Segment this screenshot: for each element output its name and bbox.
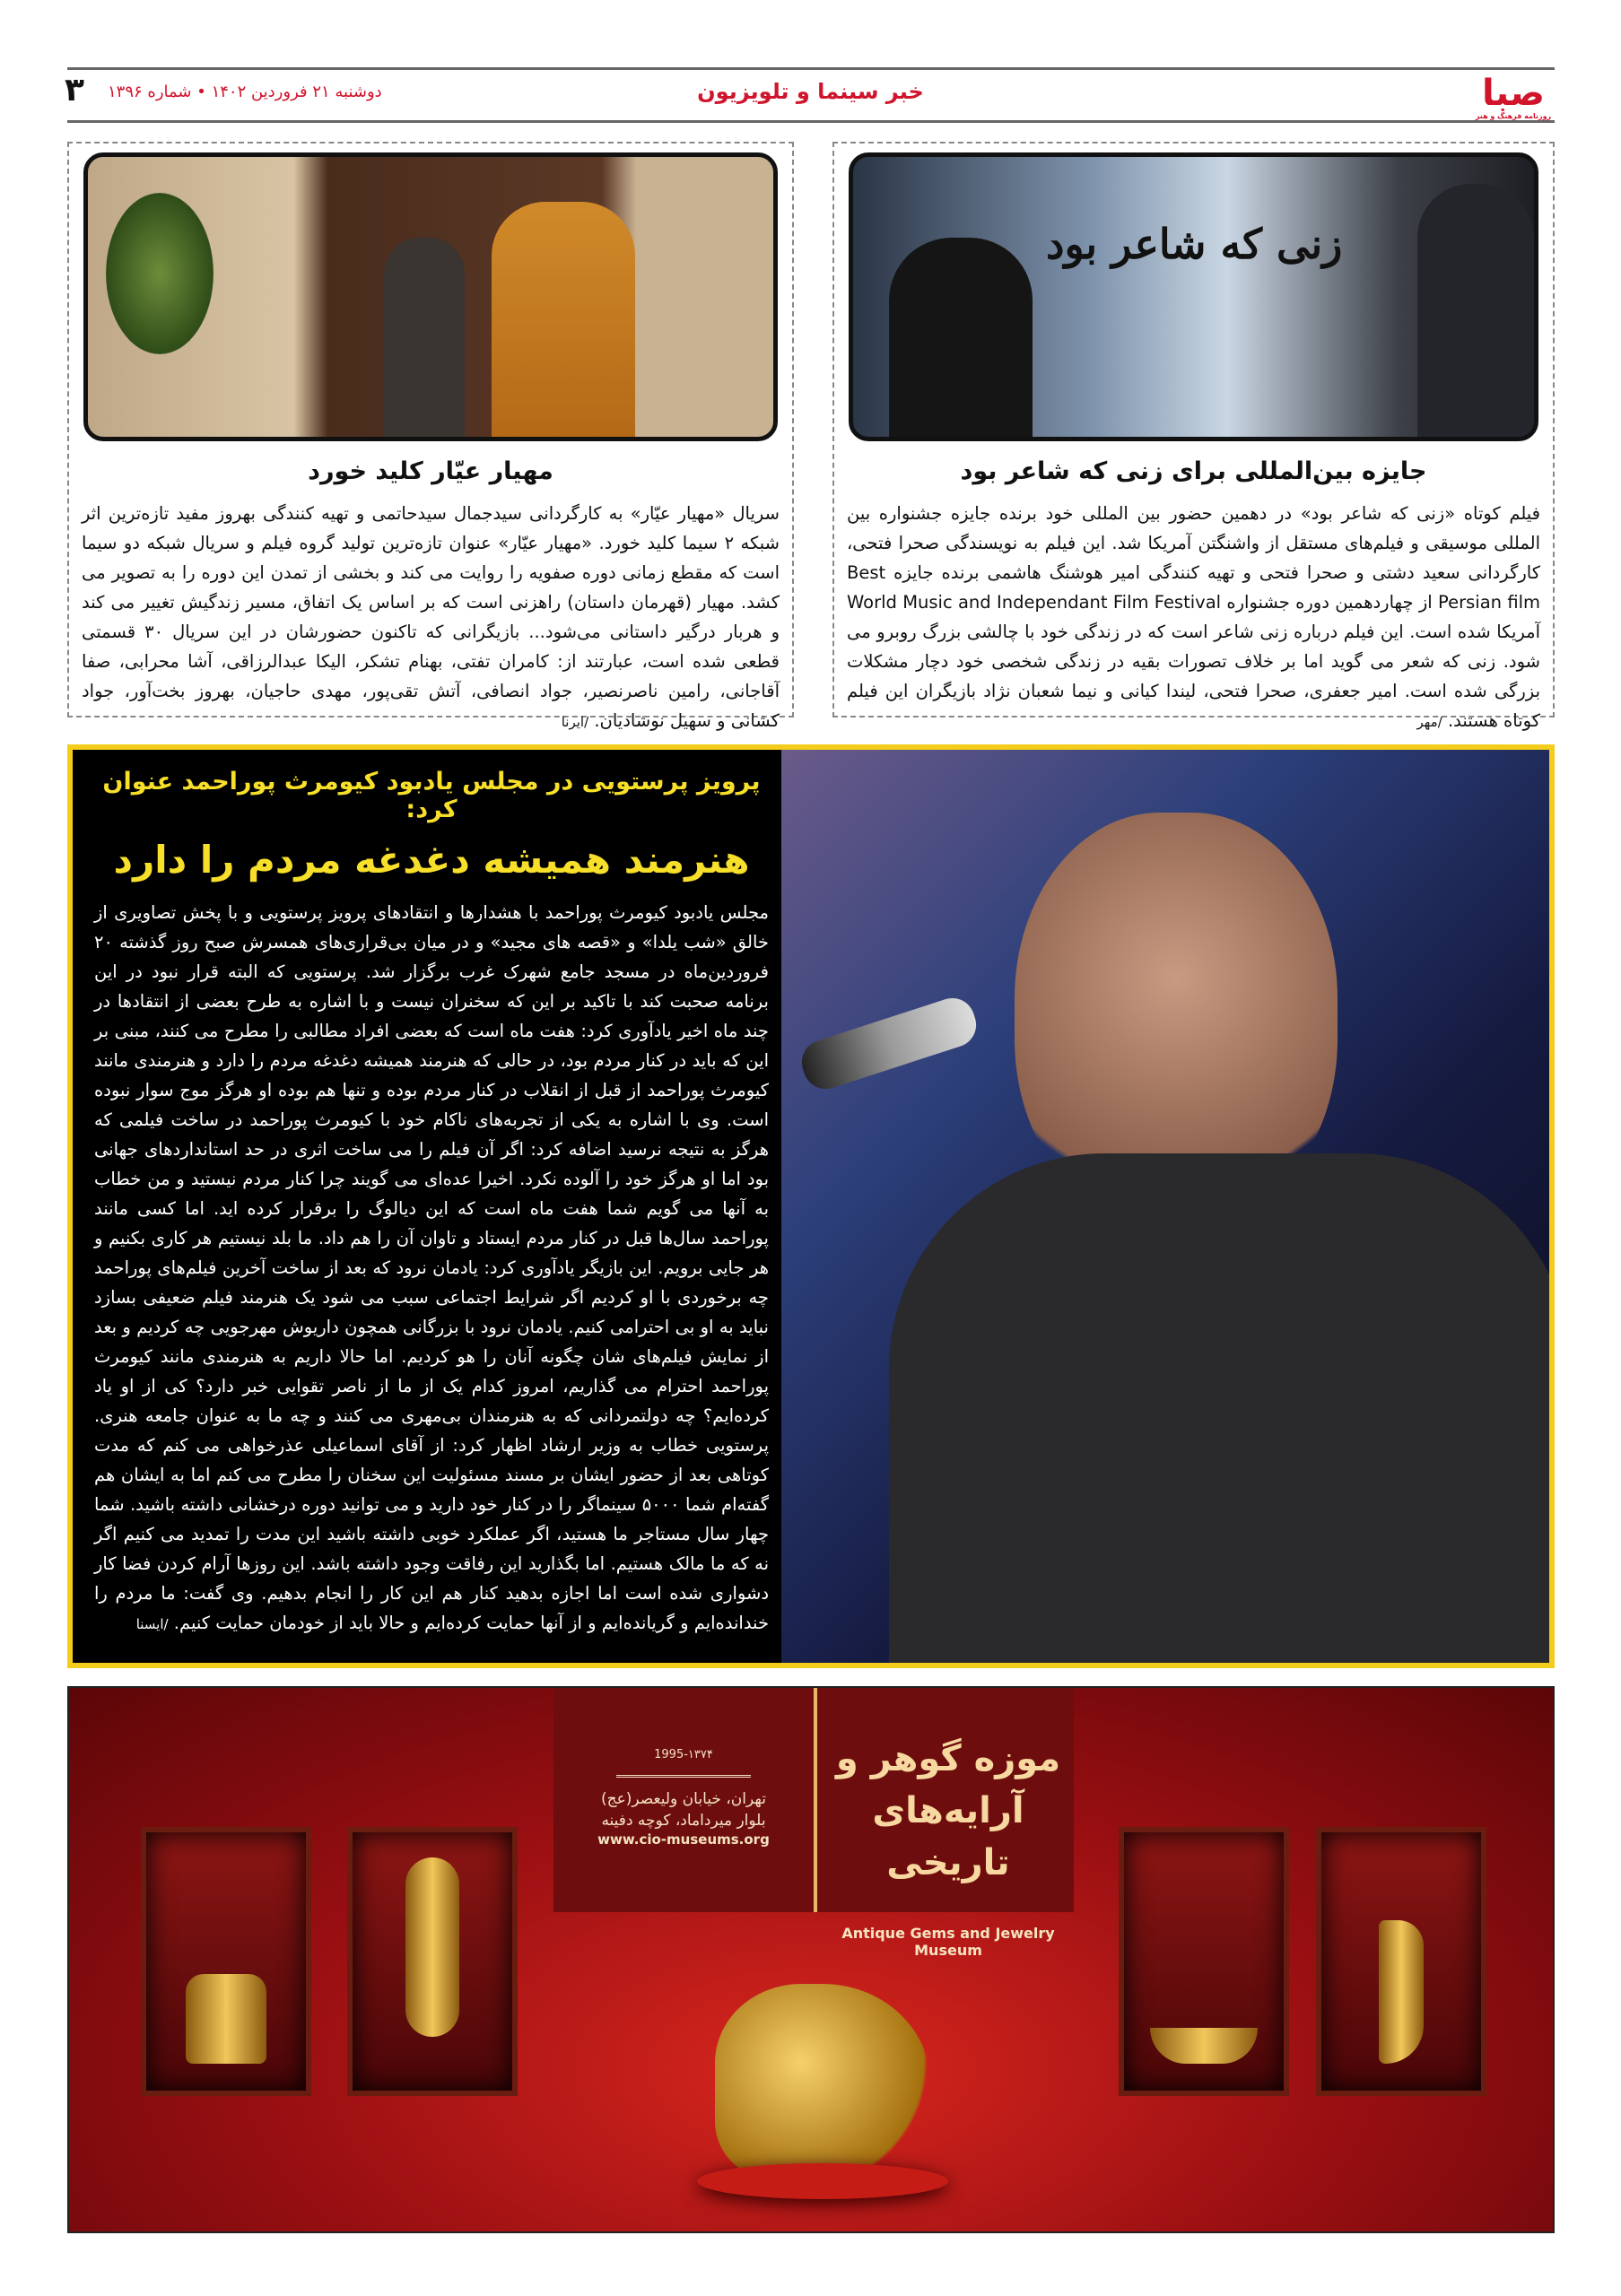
museum-logo [616,1733,751,1778]
necklace-icon [405,1857,459,2037]
article-body [847,499,1540,737]
logo-tagline: روزنامه فرهنگ و هنر [1475,112,1552,120]
ad-title-panel [553,1688,1074,1959]
ad-contact [562,1733,805,1848]
ad-title [823,1715,1074,1959]
logo-years: 1995-۱۳۷۴ [654,1748,713,1761]
film-title-in-image: زنی که شاعر بود [1046,220,1343,268]
display-case [347,1827,518,2096]
golden-horse-icon [715,1984,930,2181]
header-rule-top [67,67,1555,70]
header-rule-bottom [67,120,1555,123]
microphone-icon [796,992,981,1094]
ad-divider [814,1688,817,1912]
news-source: /ایسنا [135,1616,169,1632]
feature-article [67,744,1555,1668]
article-photo [849,152,1538,441]
article-mahyar-ayyar [67,142,794,731]
actor-figure [1417,184,1534,441]
body-text: سریال «مهیار عیّار» به کارگردانی سیدجمال سیدحاتمی و تهیه کنندگی بهروز مفید تازه‌ترین اثر شبکه ۲ سیما کلید خورد. «مهیار عیّار» عنوان تازه‌ترین تولید گروه فیلم و سریال شبکه دو سیما است که مقطع زمانی دوره صفویه را روایت می کند و بخشی از تمدن این دوره را به تصویر می کشد. مهیار (قهرمان داستان) راهزنی است که بر اساس یک اتفاق، مسیر زندگیش تغییر می کند و هربار درگیر داستانی می‌شود... بازیگرانی که تاکنون حضورشان در این سریال ۳۰ قسمتی قطعی شده است، عبارتند از: کامران تفتی، بهنام تشکر، الیکا عبدالرزاقی، آشا محرابی، صفا آقاجانی، رامین ناصرنصیر، جواد انصافی، آتش تقی‌پور، مهدی حاجیان، بهروز بخت‌آور، جواد کشانی و سهیل نوشادیان. [82,503,780,731]
article-photo [83,152,778,441]
news-source: /مهر [1416,714,1442,730]
feature-text-panel [82,750,781,1663]
speaker-shirt [889,1153,1549,1663]
dagger-icon [1379,1920,1424,2064]
section-title: خبر سینما و تلویزیون [697,79,924,104]
page-number: ۳ [65,72,84,109]
actor-figure [889,238,1033,441]
actor-figure [492,202,635,441]
feature-kicker: پرویز پرستویی در مجلس یادبود کیومرث پوراحمد عنوان کرد: [102,768,761,823]
display-case [1316,1827,1486,2096]
museum-advertisement [67,1686,1555,2233]
ad-title-en: Antique Gems and Jewelry Museum [841,1925,1055,1959]
pedestal [697,2163,948,2199]
ad-address-2: بلوار میرداماد، کوچه دفینه [601,1812,766,1830]
article-poet-award [832,142,1555,731]
dateline: دوشنبه ۲۱ فروردین ۱۴۰۲ • شماره ۱۳۹۶ [108,83,382,101]
body-text: فیلم کوتاه «زنی که شاعر بود» در دهمین حضور بین المللی خود برنده جایزه جشنواره بین المللی موسیقی و فیلم‌های مستقل از واشنگتن آمریکا شد. این فیلم به نویسندگی صحرا فتحی، کارگردانی سعید دشتی و صحرا فتحی و تهیه کنندگی امیر هوشنگ هاشمی برنده جایزه Best Persian film از چهاردهمین دوره جشنواره World Music and Independant Film Festival آمریکا شده است. این فیلم درباره زنی شاعر است که در زندگی خود با چالشی بزرگ روبرو می شود. زنی که شعر می گوید اما بر خلاف تصورات بقیه در زندگی شخصی خود دچار مشکلات بزرگی شده است. امیر جعفری، صحرا فتحی، لیندا کیانی و نیما شعبان نژاد بازیگران این فیلم کوتاه هستند. [847,503,1541,731]
article-headline: جایزه بین‌المللی برای زنی که شاعر بود [960,457,1427,485]
display-case [1119,1827,1289,2096]
gold-cup-icon [186,1974,266,2064]
ad-website[interactable]: www.cio-museums.org [597,1831,770,1848]
feature-body [94,898,769,1639]
ad-address-1: تهران، خیابان ولیعصر(عج) [601,1790,766,1808]
logo-text: صبا [1482,73,1545,114]
ad-title-fa: موزه گوهر و آرایه‌های تاریخی [835,1738,1061,1883]
feature-photo [781,750,1549,1663]
article-body [82,499,780,737]
body-text: مجلس یادبود کیومرث پوراحمد با هشدارها و انتقادهای پرویز پرستویی و با پخش تصاویری از خالق «شب یلدا» و «قصه های مجید» و در میان بی‌قراری‌های همسرش صبح روز گذشته ۲۰ فروردین‌ماه در مسجد جامع شهرک غرب برگزار شد. پرستویی که البته قرار نبود در این برنامه صحبت کند با تاکید بر این که سخنران نیست و با اشاره به طرح بعضی از انتقادها در چند ماه اخیر یادآوری کرد: هفت ماه است که بعضی افراد مطالبی را مطرح می کنند، مبنی بر این که باید در کنار مردم بود، در حالی که هنرمند همیشه دغدغه مردم را دارد و هنرمندی مانند کیومرث پوراحمد از قبل از انقلاب در کنار مردم بوده و تنها هم بوده او هرگز موج سوار نبوده است. وی با اشاره به یکی از تجربه‌های ناکام خود با کیومرث پوراحمد در ساخت فیلمی که هرگز به نتیجه نرسید اضافه کرد: اگر آن فیلم را می ساخت اثری در حد استانداردهای جهانی بود اما او هرگز خود را آلوده نکرد. اخیرا عده‌ای می گویند چرا کنار مردم نیستید و من خطاب به آنها می گویم شما هفت ماه است که این دیالوگ را برقرار کرده اید. اما کسی مانند پوراحمد سال‌ها قبل در کنار مردم ایستاد و تاوان آن را هم داد. ما بلد نیستیم هر کاری بکنیم و هر جایی برویم. این بازیگر یادآوری کرد: یادمان نرود که بعد از ساخت آخرین فیلم‌های پوراحمد چه برخوردی با او کردیم اگر شرایط اجتماعی سبب می شود یک هنرمند فیلم ضعیفی بسازد نباید به او بی احترامی کنیم. یادمان نرود با بزرگانی همچون داریوش مهرجویی چه کردیم و بعد از نمایش فیلم‌های شان چگونه آنان را هو کردیم. اما حالا داریم به هنرمندی مانند کیومرث پوراحمد احترام می گذاریم، امروز کدام یک از ما از ناصر تقوایی خبر دارد؟ کی از او یاد کرده‌ایم؟ چه دولتمردانی که به هنرمندان بی‌مهری می کنند و چه ما به عنوان جامعه هنری. پرستویی خطاب به وزیر ارشاد اظهار کرد: از آقای اسماعیلی عذرخواهی می کنم که مدت کوتاهی بعد از حضور ایشان بر مسند مسئولیت این سخنان را مطرح می کنم اما به ایشان هم گفته‌ام شما ۵۰۰۰ سینماگر را در کنار خود دارید و می توانید دوره درخشانی داشته باشید. شما چهار سال مستاجر ما هستید، اگر عملکرد خوبی داشته باشید این مدت را تمدید می کنیم اگر نه که ما مالک هستیم. اما بگذارید این رفاقت وجود داشته باشد. این روزها آرام کردن فضا کار دشواری شده است اما اجازه بدهید کنار هم این کار را انجام بدهیم. وی گفت: ما مردم را خندانده‌ایم و گریانده‌ایم و از آنها حمایت کرده‌ایم و حالا باید از خودمان حمایت کنیم. [94,902,769,1633]
feature-headline: هنرمند همیشه دغدغه مردم را دارد [113,838,750,882]
tree-foliage [106,193,214,354]
actor-figure [384,238,465,441]
display-case [141,1827,311,2096]
jeweled-bowl-icon [1150,2028,1258,2064]
news-source: /ایرنا [561,714,589,730]
article-headline: مهیار عیّار کلید خورد [308,457,553,485]
